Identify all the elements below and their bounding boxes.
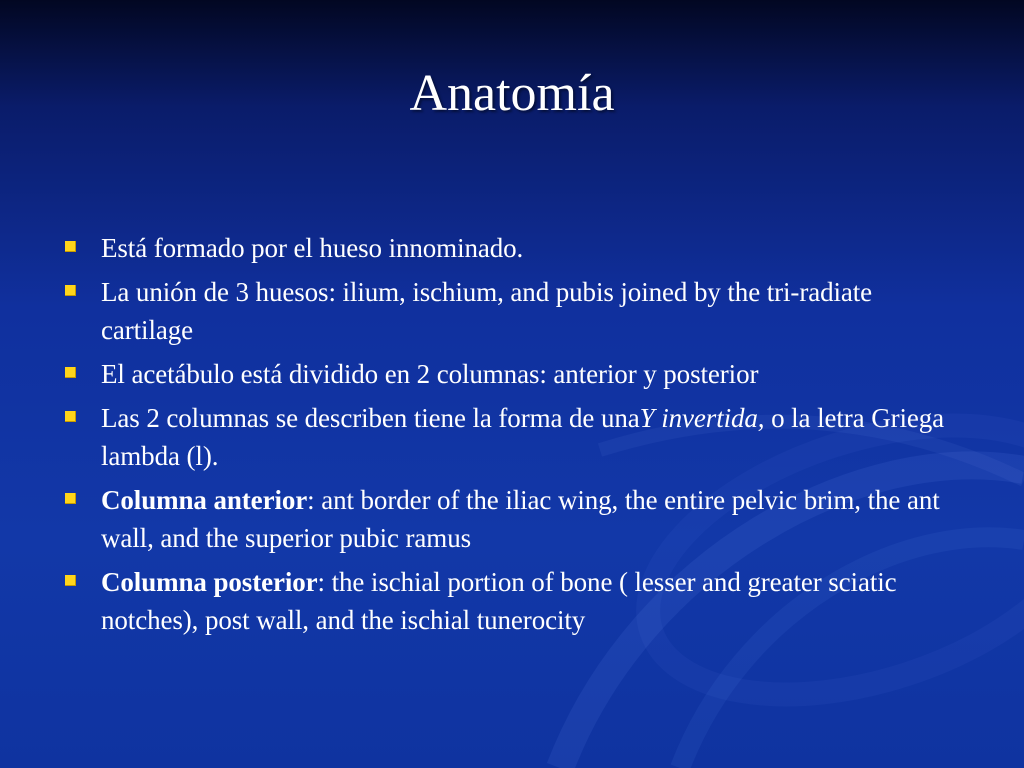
bullet-item: [62, 481, 967, 557]
bullet-item: [62, 355, 967, 393]
bullet-text-after: : ant border of the iliac wing, the entire pelvic brim, the ant wall, and the superior pubic ramus: [101, 485, 940, 553]
bullet-square-icon: [65, 575, 76, 586]
bullet-text: Está formado por el hueso innominado.: [101, 233, 524, 263]
bullet-heading: Columna posterior: [101, 567, 318, 597]
slide-title: Anatomía: [409, 65, 615, 122]
bullet-text: El acetábulo está dividido en 2 columnas: anterior y posterior: [101, 359, 759, 389]
bullet-text-italic: Y invertida,: [639, 403, 765, 433]
bullet-text-after: : the ischial portion of bone ( lesser and greater sciatic notches), post wall, and the ischial tunerocity: [101, 567, 897, 635]
bullet-square-icon: [65, 285, 76, 296]
bullet-list: [62, 229, 967, 645]
bullet-square-icon: [65, 411, 76, 422]
bullet-item: [62, 229, 967, 267]
bullet-square-icon: [65, 493, 76, 504]
bullet-item: [62, 273, 967, 349]
bullet-item: [62, 399, 967, 475]
bullet-heading: Columna anterior: [101, 485, 308, 515]
bullet-square-icon: [65, 241, 76, 252]
bullet-text-after: o la letra Griega lambda (l).: [101, 403, 945, 471]
bullet-text-before: Las 2 columnas se describen tiene la forma de una: [101, 403, 640, 433]
bullet-square-icon: [65, 367, 76, 378]
bullet-text: La unión de 3 huesos: ilium, ischium, and pubis joined by the tri-radiate cartilage: [101, 277, 873, 345]
bullet-item: [62, 563, 967, 639]
